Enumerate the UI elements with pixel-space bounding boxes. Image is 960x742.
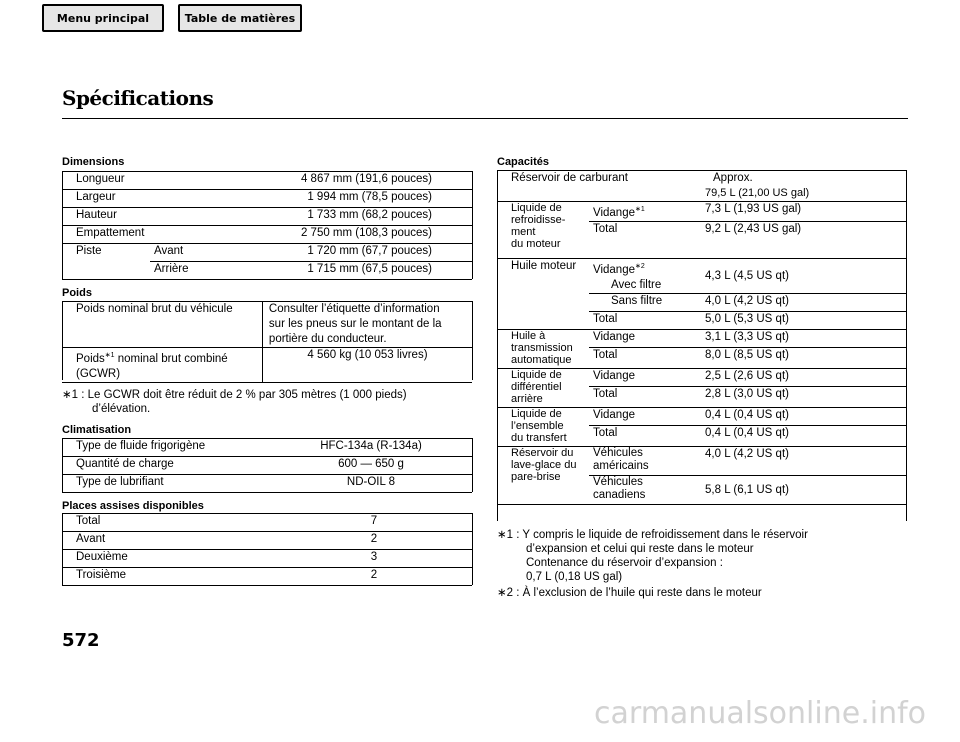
coolant-total-value: 9,2 L (2,43 US gal) bbox=[701, 222, 906, 259]
dimension-value: 1 994 mm (78,5 pouces) bbox=[258, 190, 472, 208]
dimensions-heading: Dimensions bbox=[62, 156, 125, 168]
washer-us: Véhicules américains bbox=[589, 447, 701, 476]
washer-ca: Véhicules canadiens bbox=[589, 476, 701, 505]
clim-label: Type de fluide frigorigène bbox=[62, 439, 270, 457]
table-row bbox=[62, 475, 472, 493]
coolant-vidange: Vidange$^{∗1}$ bbox=[589, 202, 701, 222]
table-row bbox=[497, 330, 906, 348]
table-row bbox=[497, 408, 906, 426]
washer-ca-value: 5,8 L (6,1 US qt) bbox=[701, 476, 906, 505]
atf-total-value: 8,0 L (8,5 US qt) bbox=[701, 348, 906, 369]
table-row bbox=[62, 190, 472, 208]
places-value: 2 bbox=[270, 568, 472, 586]
table-row bbox=[62, 208, 472, 226]
dimension-sub bbox=[150, 226, 258, 244]
table-row bbox=[62, 348, 472, 383]
oil-vidange-avec: Vidange$^{∗2}$ Avec filtre bbox=[589, 259, 701, 294]
table-row bbox=[62, 226, 472, 244]
washer-label: Réservoir du lave-glace du pare-brise bbox=[497, 447, 589, 505]
poids-heading: Poids bbox=[62, 287, 92, 299]
capacites-table bbox=[497, 170, 906, 505]
atf-vidange: Vidange bbox=[589, 330, 701, 348]
page-title: Spécifications bbox=[62, 86, 214, 110]
climatisation-heading: Climatisation bbox=[62, 424, 132, 436]
clim-value: HFC-134a (R-134a) bbox=[270, 439, 472, 457]
diff-vidange: Vidange bbox=[589, 369, 701, 387]
transfer-total-value: 0,4 L (0,4 US qt) bbox=[701, 426, 906, 447]
atf-vidange-value: 3,1 L (3,3 US qt) bbox=[701, 330, 906, 348]
gcwr-label: Poids$^{∗1}$ nominal brut combiné (GCWR) bbox=[62, 348, 262, 383]
oil-label: Huile moteur bbox=[497, 259, 589, 330]
places-label: Troisième bbox=[62, 568, 270, 586]
fuel-value: Approx. 79,5 L (21,00 US gal) bbox=[701, 171, 906, 202]
poids-table bbox=[62, 301, 472, 383]
dimension-label: Longueur bbox=[62, 172, 150, 190]
value-line: Consulter l’étiquette d’information bbox=[268, 303, 440, 315]
table-row bbox=[62, 457, 472, 475]
places-label: Deuxième bbox=[62, 550, 270, 568]
clim-value: 600 ― 650 g bbox=[270, 457, 472, 475]
table-row bbox=[497, 259, 906, 294]
dimension-value: 2 750 mm (108,3 pouces) bbox=[258, 226, 472, 244]
poids-nominal-label: Poids nominal brut du véhicule bbox=[62, 302, 262, 348]
places-label: Avant bbox=[62, 532, 270, 550]
oil-sans-value: 4,0 L (4,2 US qt) bbox=[701, 294, 906, 312]
washer-us-value: 4,0 L (4,2 US qt) bbox=[701, 447, 906, 476]
clim-value: ND-OIL 8 bbox=[270, 475, 472, 493]
value-line: sur les pneus sur le montant de la bbox=[268, 318, 442, 330]
table-row bbox=[62, 262, 472, 280]
dimensions-table bbox=[62, 171, 472, 280]
diff-vidange-value: 2,5 L (2,6 US qt) bbox=[701, 369, 906, 387]
places-label: Total bbox=[62, 514, 270, 532]
capacites-heading: Capacités bbox=[497, 156, 549, 168]
table-row bbox=[62, 568, 472, 586]
transfer-vidange: Vidange bbox=[589, 408, 701, 426]
dimension-label: Piste bbox=[62, 244, 150, 262]
dimension-label: Empattement bbox=[62, 226, 150, 244]
clim-label: Quantité de charge bbox=[62, 457, 270, 475]
oil-sans: Sans filtre bbox=[589, 294, 701, 312]
atf-label: Huile à transmission automatique bbox=[497, 330, 589, 369]
value-line: portière du conducteur. bbox=[268, 333, 387, 345]
table-row bbox=[62, 439, 472, 457]
table-row bbox=[62, 532, 472, 550]
table-row bbox=[497, 369, 906, 387]
coolant-label: Liquide de refroidisse- ment du moteur bbox=[497, 202, 589, 259]
menu-principal-button[interactable]: Menu principal bbox=[42, 4, 164, 32]
places-value: 7 bbox=[270, 514, 472, 532]
table-row bbox=[62, 172, 472, 190]
coolant-total: Total bbox=[589, 222, 701, 259]
dimension-value: 1 720 mm (67,7 pouces) bbox=[258, 244, 472, 262]
capacites-footnote-2: ∗2 : À l’exclusion de l’huile qui reste dans le moteur bbox=[497, 587, 762, 599]
oil-total: Total bbox=[589, 312, 701, 330]
dimension-sub bbox=[150, 208, 258, 226]
transfer-label: Liquide de l’ensemble du transfert bbox=[497, 408, 589, 447]
poids-footnote: ∗1 : Le GCWR doit être réduit de 2 % par 305 mètres (1 000 pieds) d’élévation. bbox=[62, 389, 407, 415]
coolant-vidange-value: 7,3 L (1,93 US gal) bbox=[701, 202, 906, 222]
dimension-sub bbox=[150, 190, 258, 208]
fuel-label: Réservoir de carburant bbox=[497, 171, 701, 202]
atf-total: Total bbox=[589, 348, 701, 369]
dimension-sub: Avant bbox=[150, 244, 258, 262]
dimension-value: 1 715 mm (67,5 pouces) bbox=[258, 262, 472, 280]
table-row bbox=[62, 514, 472, 532]
transfer-vidange-value: 0,4 L (0,4 US qt) bbox=[701, 408, 906, 426]
title-divider bbox=[62, 118, 908, 119]
dimension-value: 1 733 mm (68,2 pouces) bbox=[258, 208, 472, 226]
clim-label: Type de lubrifiant bbox=[62, 475, 270, 493]
oil-avec-value: 4,3 L (4,5 US qt) bbox=[701, 259, 906, 294]
table-row bbox=[497, 171, 906, 202]
table-des-matieres-button[interactable]: Table de matières bbox=[178, 4, 302, 32]
places-table bbox=[62, 513, 472, 586]
watermark: carmanualsonline.info bbox=[594, 696, 926, 731]
dimension-label: Hauteur bbox=[62, 208, 150, 226]
places-value: 3 bbox=[270, 550, 472, 568]
dimension-label bbox=[62, 262, 150, 280]
table-row bbox=[497, 202, 906, 222]
table-row bbox=[62, 244, 472, 262]
diff-total: Total bbox=[589, 387, 701, 408]
climatisation-table bbox=[62, 438, 472, 493]
dimension-value: 4 867 mm (191,6 pouces) bbox=[258, 172, 472, 190]
dimension-label: Largeur bbox=[62, 190, 150, 208]
diff-label: Liquide de différentiel arrière bbox=[497, 369, 589, 408]
table-row bbox=[62, 302, 472, 348]
table-row bbox=[62, 550, 472, 568]
capacites-footnote-1: ∗1 : Y compris le liquide de refroidissement dans le réservoir d’expansion et celui qui reste dans le moteur Contenance du réservoir d’expansion : 0,7 L (0,18 US gal) bbox=[497, 529, 808, 583]
dimension-sub bbox=[150, 172, 258, 190]
diff-total-value: 2,8 L (3,0 US qt) bbox=[701, 387, 906, 408]
dimension-sub: Arrière bbox=[150, 262, 258, 280]
oil-total-value: 5,0 L (5,3 US qt) bbox=[701, 312, 906, 330]
gcwr-value: 4 560 kg (10 053 livres) bbox=[262, 348, 472, 383]
page-number: 572 bbox=[62, 630, 100, 651]
places-heading: Places assises disponibles bbox=[62, 500, 204, 512]
table-row bbox=[497, 447, 906, 476]
places-value: 2 bbox=[270, 532, 472, 550]
poids-nominal-value bbox=[262, 302, 472, 348]
transfer-total: Total bbox=[589, 426, 701, 447]
